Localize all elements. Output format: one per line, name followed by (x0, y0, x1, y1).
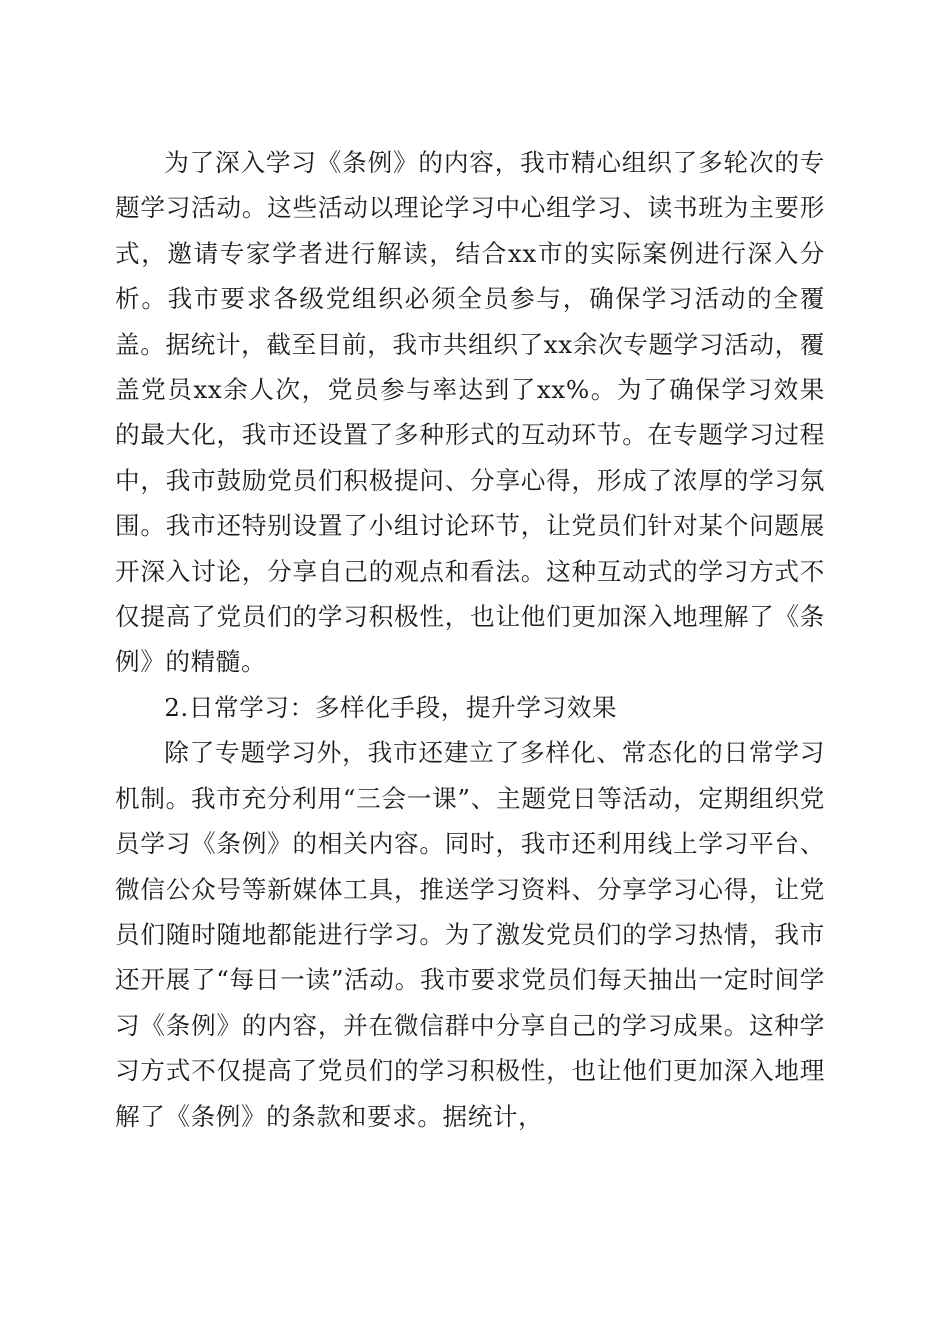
body-text (115, 140, 825, 1139)
paragraph-special-study: 为了深入学习《条例》的内容，我市精心组织了多轮次的专题学习活动。这些活动以理论学习中心组学习、读书班为主要形式，邀请专家学者进行解读，结合xx市的实际案例进行深入分析。我市要求各级党组织必须全员参与，确保学习活动的全覆盖。据统计，截至目前，我市共组织了xx余次专题学习活动，覆盖党员xx余人次，党员参与率达到了xx%。为了确保学习效果的最大化，我市还设置了多种形式的互动环节。在专题学习过程中，我市鼓励党员们积极提问、分享心得，形成了浓厚的学习氛围。我市还特别设置了小组讨论环节，让党员们针对某个问题展开深入讨论，分享自己的观点和看法。这种互动式的学习方式不仅提高了党员们的学习积极性，也让他们更加深入地理解了《条例》的精髓。 (115, 148, 825, 677)
paragraph-daily-study: 除了专题学习外，我市还建立了多样化、常态化的日常学习机制。我市充分利用“三会一课”、主题党日等活动，定期组织党员学习《条例》的相关内容。同时，我市还利用线上学习平台、微信公众号等新媒体工具，推送学习资料、分享学习心得，让党员们随时随地都能进行学习。为了激发党员们的学习热情，我市还开展了“每日一读”活动。我市要求党员们每天抽出一定时间学习《条例》的内容，并在微信群中分享自己的学习成果。这种学习方式不仅提高了党员们的学习积极性，也让他们更加深入地理解了《条例》的条款和要求。据统计， (115, 738, 825, 1131)
section-heading-daily-study: 2.日常学习：多样化手段，提升学习效果 (164, 692, 618, 722)
